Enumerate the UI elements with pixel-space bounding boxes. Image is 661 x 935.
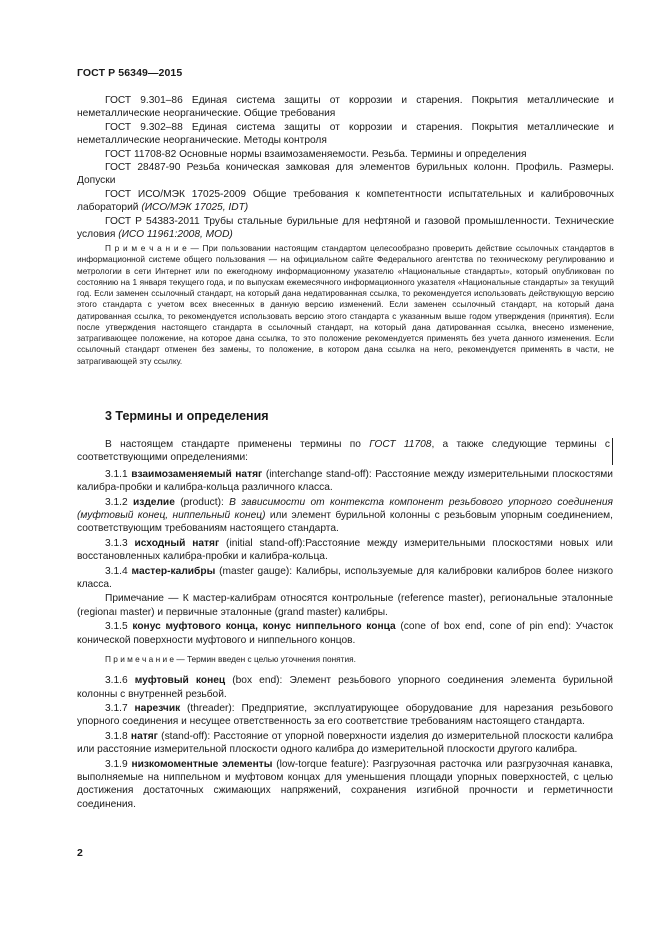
term-definition: 3.1.9 низкомоментные элементы (low-torque feature): Разгрузочная расточка или разгрузочная канавка, выполняемые на ниппельном и муфтовом концах для уменьшения площади упорных поверхностей, с целью достижения достаточных сжимающих напряжений, сохранения изгибной прочности и герметичности соединения.	[77, 758, 613, 810]
reference-item: ГОСТ 9.302–88 Единая система защиты от коррозии и старения. Покрытия металлические и неметаллические неорганические. Методы контроля	[77, 121, 614, 147]
reference-item: ГОСТ 9.301–86 Единая система защиты от коррозии и старения. Покрытия металлические и неметаллические неорганические. Общие требования	[77, 95, 614, 120]
term-note: Примечание — К мастер-калибрам относятся контрольные (reference master), региональные эталонные (regionaı master) и первичные эталонные (grand master) калибры.	[77, 593, 613, 618]
term-note-small: П р и м е ч а н и е — Термин введен с целью уточнения понятия.	[105, 654, 356, 665]
term-definition: 3.1.4 мастер-калибры (master gauge): Калибры, используемые для калибровки калибров более низкого класса.	[77, 565, 613, 591]
term-definition: 3.1.1 взаимозаменяемый натяг (interchange stand-off): Расстояние между измерительными плоскостями калибра-пробки и калибра-кольца различного класса.	[77, 468, 613, 494]
term-definition: 3.1.7 нарезчик (threader): Предприятие, эксплуатирующее оборудование для нарезания резьбового упорного соединения и несущее ответственность за его соответствие требованиям настоящего стандарта.	[77, 702, 613, 728]
page-number: 2	[77, 847, 83, 859]
note-label: П р и м е ч а н и е	[105, 243, 187, 253]
references-note	[77, 243, 614, 367]
term-definition: 3.1.2 изделие (product): В зависимости от контекста компонент резьбового упорного соединения (муфтовый конец, ниппельный конец) или элемент бурильной колонны с резьбовым упорным соединением, соответствующим требованиям настоящего стандарта.	[77, 496, 613, 535]
term-definition: 3.1.6 муфтовый конец (box end): Элемент резьбового упорного соединения элемента бурильной колонны с внутренней резьбой.	[77, 675, 613, 700]
term-name: мастер-калибры	[131, 565, 216, 577]
reference-item: ГОСТ 28487-90 Резьба коническая замковая для элементов бурильных колонн. Профиль. Размеры. Допуски	[77, 162, 614, 187]
section-title: 3 Термины и определения	[105, 409, 269, 423]
normative-references-list	[77, 94, 614, 241]
document-header: ГОСТ Р 56349—2015	[77, 67, 183, 79]
term-name: нарезчик	[134, 702, 181, 714]
term-name: взаимозаменяемый натяг	[131, 468, 263, 480]
note-text: — При пользовании настоящим стандартом целесообразно проверить действие ссылочных стандартов в информационной системе общего пользования — на официальном сайте Федерального агентства по техническому регулированию и метрологии в сети Интернет или по ежегодному информационному указателю «Национальные стандарты», который опубликован по состоянию на 1 января текущего года, и по выпускам ежемесячного информационного указателя «Национальные стандарты» за текущий год. Если заменен ссылочный стандарт, на который дана недатированная ссылка, то рекомендуется использовать действующую версию этого стандарта с учетом всех внесенных в данную версию изменений. Если заменен ссылочный стандарт, на который дана датированная ссылка, то рекомендуется использовать версию этого стандарта с указанным выше годом утверждения (принятия). Если после утверждения настоящего стандарта в ссылочный стандарт, на который дана датированная ссылка, внесено изменение, затрагивающее положение, на которое дана ссылка, то это положение рекомендуется применять без учета данного изменения. Если ссылочный стандарт отменен без замены, то положение, в котором дана ссылка на него, рекомендуется применять в части, не затрагивающей эту ссылку.	[77, 243, 614, 366]
term-name: изделие	[133, 496, 175, 508]
term-name: исходный натяг	[134, 537, 220, 549]
reference-item: ГОСТ ИСО/МЭК 17025-2009 Общие требования к компетентности испытательных и калибровочных лабораторий (ИСО/МЭК 17025, IDT)	[77, 188, 614, 214]
term-definition: 3.1.3 исходный натяг (initial stand-off):Расстояние между измерительными плоскостями новых или восстановленных калибра-пробки и калибра-кольца.	[77, 537, 613, 563]
reference-item: ГОСТ Р 54383-2011 Трубы стальные бурильные для нефтяной и газовой промышленности. Технические условия (ИСО 11961:2008, MOD)	[77, 215, 614, 241]
term-name: конус муфтового конца, конус ниппельного конца	[132, 621, 396, 633]
term-name: муфтовый конец	[134, 675, 226, 687]
terms-section-body	[77, 438, 613, 811]
reference-item: ГОСТ 11708-82 Основные нормы взаимозаменяемости. Резьба. Термины и определения	[105, 148, 527, 160]
term-definition: 3.1.8 натяг (stand-off): Расстояние от упорной поверхности изделия до измерительной плоскости калибра или расстояние измерительной плоскости одного калибра до измерительной плоскости другого калибра.	[77, 730, 613, 756]
section-intro: В настоящем стандарте применены термины по ГОСТ 11708, а также следующие термины с соответствующими определениями:	[77, 438, 613, 465]
term-definition: 3.1.5 конус муфтового конца, конус ниппельного конца (cone of box end, cone of pin end): Участок конической поверхности муфтового и ниппельного концов.	[77, 621, 613, 646]
term-name: низкомоментные элементы	[131, 758, 273, 770]
term-name: натяг	[130, 730, 158, 742]
